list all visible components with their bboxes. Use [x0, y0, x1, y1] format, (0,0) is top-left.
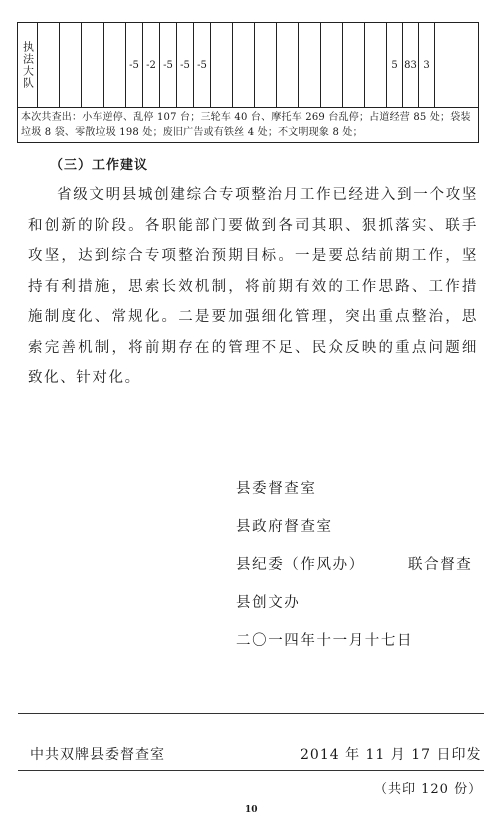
table-cell [365, 23, 387, 108]
table-cell [82, 23, 104, 108]
table-cell: -2 [143, 23, 160, 108]
table-cell [321, 23, 343, 108]
table-cell: 83 [403, 23, 419, 108]
body-paragraph: 省级文明县城创建综合专项整治月工作已经进入到一个攻坚和创新的阶段。各职能部门要做到各司其职、狠抓落实、联手攻坚，达到综合专项整治预期目标。一是要总结前期工作，坚持有利措施，思索长效机制，将前期有效的工作思路、工作措施制度化、常规化。二是要加强细化管理，突出重点整治，思索完善机制，将前期存在的管理不足、民众反映的重点问题细致化、针对化。 [28, 187, 478, 386]
table-cell [104, 23, 126, 108]
table-cell: -5 [126, 23, 143, 108]
table-cell [233, 23, 255, 108]
signature-line: 县委督查室 [236, 481, 317, 497]
table-cell [255, 23, 277, 108]
issuer: 中共双牌县委督查室 [30, 747, 165, 763]
table-row [18, 108, 479, 143]
table-cell [277, 23, 299, 108]
table-cell: -5 [160, 23, 177, 108]
inspection-table [17, 22, 479, 143]
divider [18, 713, 484, 714]
table-cell [435, 23, 479, 108]
divider [18, 770, 484, 771]
signature-line: 县政府督查室 [236, 519, 333, 535]
table-cell: -5 [194, 23, 211, 108]
print-date: 2014 年 11 月 17 日印发 [300, 747, 482, 763]
table-summary: 本次共查出：小车逆停、乱停 107 台；三轮车 40 台、摩托车 269 台乱停；占道经营 85 处；袋装垃圾 8 袋、零散垃圾 198 处；废旧广告或有铁丝 4 处；不文明现象 8 处； [18, 108, 479, 143]
table-cell [38, 23, 60, 108]
table-row-label: 执法大队 [18, 23, 38, 108]
table-row [18, 23, 479, 108]
table-cell: -5 [177, 23, 194, 108]
table-cell [211, 23, 233, 108]
table-cell [60, 23, 82, 108]
table-cell [299, 23, 321, 108]
table-cell [343, 23, 365, 108]
copy-count: （共印 120 份） [374, 782, 483, 797]
signature-line: 县创文办 [236, 595, 301, 611]
signature-line: 县纪委（作风办） [236, 557, 365, 573]
page-number: 10 [245, 805, 258, 815]
table-cell: 3 [419, 23, 435, 108]
signature-date: 二〇一四年十一月十七日 [236, 633, 414, 649]
table-cell: 5 [387, 23, 403, 108]
joint-inspection-label: 联合督查 [408, 557, 473, 573]
section-heading: （三）工作建议 [50, 158, 149, 173]
